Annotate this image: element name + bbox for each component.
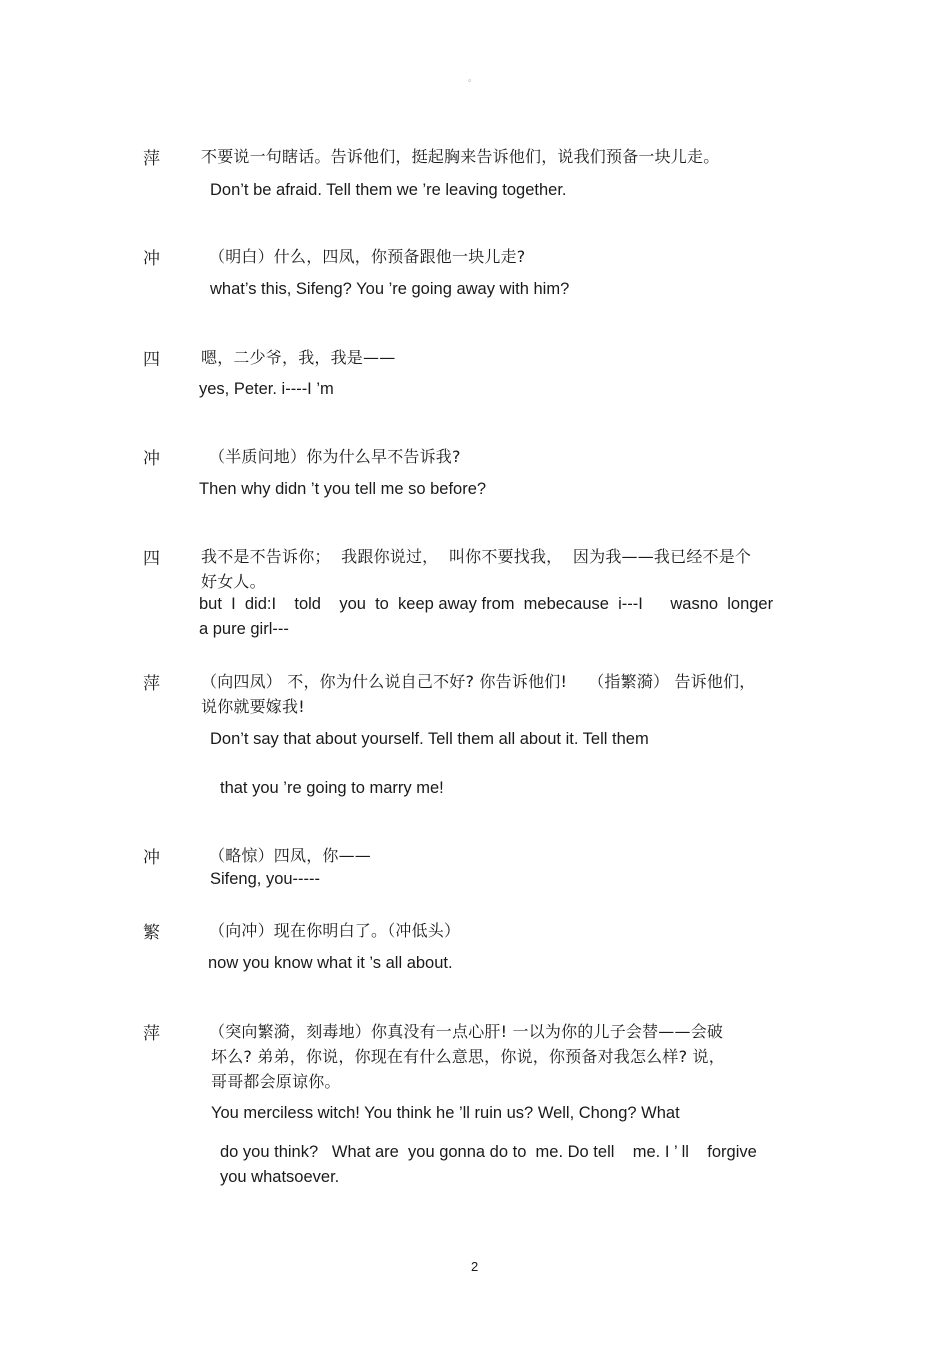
speaker-label: 萍 (143, 674, 160, 694)
english-line: what’s this, Sifeng? You ’re going away with him? (210, 280, 570, 298)
chinese-line: （向冲）现在你明白了。（冲低头） (209, 921, 461, 940)
english-line: Then why didn ’t you tell me so before? (199, 480, 487, 498)
chinese-line: 嗯，二少爷，我，我是—— (201, 348, 396, 367)
chinese-line: （半质问地）你为什么早不告诉我? (209, 447, 461, 466)
chinese-line: （向四凤） 不，你为什么说自己不好? 你告诉他们! （指繁漪） 告诉他们， (201, 672, 756, 691)
english-line: you whatsoever. (220, 1168, 340, 1186)
speaker-label: 四 (143, 549, 160, 569)
speaker-label: 冲 (143, 449, 160, 469)
page-number: 2 (471, 1259, 479, 1274)
english-line: You merciless witch! You think he ’ll ruin us? Well, Chong? What (211, 1104, 680, 1122)
speaker-label: 萍 (143, 1024, 160, 1044)
english-line: now you know what it ’s all about. (208, 954, 453, 972)
chinese-line: 坏么? 弟弟，你说，你现在有什么意思，你说，你预备对我怎么样? 说， (211, 1047, 725, 1066)
chinese-line: 我不是不告诉你； 我跟你说过， 叫你不要找我， 因为我——我已经不是个 (201, 547, 752, 566)
chinese-line: 不要说一句瞎话。告诉他们，挺起胸来告诉他们，说我们预备一块儿走。 (201, 147, 720, 166)
speaker-label: 冲 (143, 249, 160, 269)
chinese-line: 哥哥都会原谅你。 (211, 1072, 341, 1091)
chinese-line: 好女人。 (201, 572, 266, 591)
speaker-label: 冲 (143, 848, 160, 868)
english-line: but I did:I told you to keep away from mebecause i---I wasno longer (199, 595, 774, 613)
speaker-label: 四 (143, 350, 160, 370)
english-line: that you ’re going to marry me! (220, 779, 444, 797)
header-mark: 。 (468, 73, 478, 83)
english-line: yes, Peter. i----I ’m (199, 380, 334, 398)
english-line: a pure girl--- (199, 620, 289, 638)
english-line: do you think? What are you gonna do to me. Do tell me. I ’ ll forgive (220, 1143, 757, 1161)
english-line: Don’t say that about yourself. Tell them all about it. Tell them (210, 730, 649, 748)
speaker-label: 繁 (143, 923, 160, 943)
english-line: Sifeng, you----- (210, 870, 321, 888)
chinese-line: 说你就要嫁我! (201, 697, 305, 716)
chinese-line: （突向繁漪，刻毒地）你真没有一点心肝! 一以为你的儿子会替——会破 (209, 1022, 724, 1041)
speaker-label: 萍 (143, 149, 160, 169)
english-line: Don’t be afraid. Tell them we ’re leaving together. (210, 181, 567, 199)
chinese-line: （明白）什么，四凤，你预备跟他一块儿走? (209, 247, 526, 266)
chinese-line: （略惊）四凤，你—— (209, 846, 372, 865)
